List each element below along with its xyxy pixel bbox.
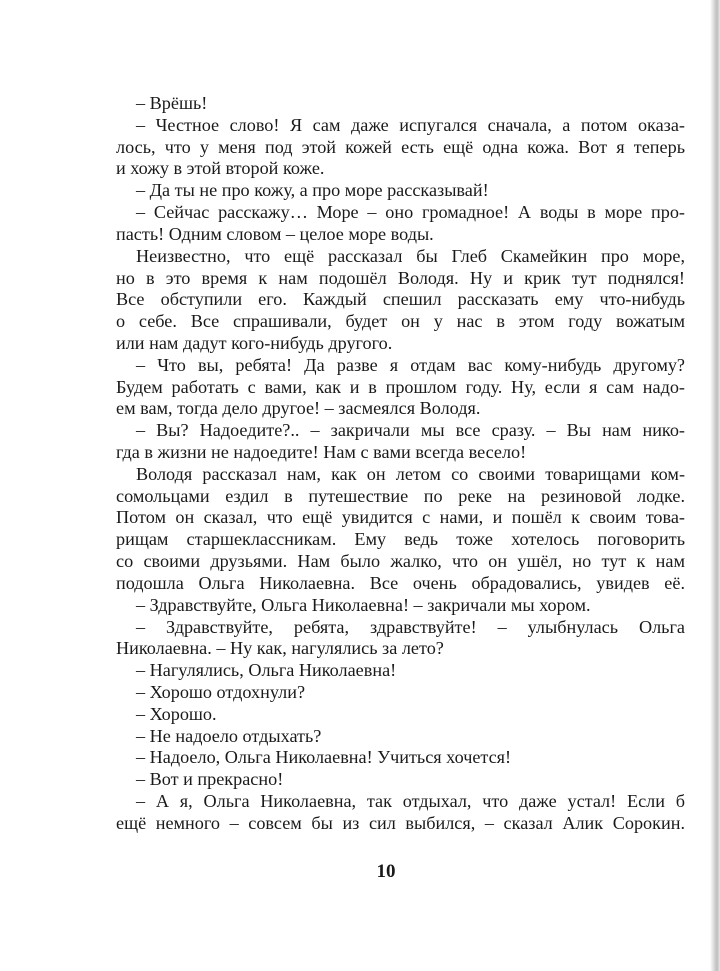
text-line: и хожу в этой второй коже. xyxy=(116,158,325,179)
page-edge-shadow xyxy=(710,0,720,971)
body-text xyxy=(116,93,685,835)
text-line: или нам дадут кого-нибудь другого. xyxy=(116,332,393,353)
text-line: – Честное слово! Я сам даже испугался сначала, а потом оказа- xyxy=(136,114,685,135)
text-line: Николаевна. – Ну как, нагулялись за лето? xyxy=(116,638,444,659)
text-line: – Что вы, ребята! Да разве я отдам вас кому-нибудь другому? xyxy=(136,354,685,375)
text-line: – Не надоело отдыхать? xyxy=(136,725,322,746)
text-line: – Вот и прекрасно! xyxy=(136,769,284,790)
text-line: Неизвестно, что ещё рассказал бы Глеб Скамейкин про море, xyxy=(136,245,685,266)
page-number: 10 xyxy=(376,861,396,882)
text-line: Все обступили его. Каждый спешил рассказать ему что-нибудь xyxy=(116,289,685,310)
text-line: ещё немного – совсем бы из сил выбился, – сказал Алик Сорокин. xyxy=(116,812,685,833)
text-line: Володя рассказал нам, как он летом со своими товарищами ком- xyxy=(136,463,685,484)
text-line: подошла Ольга Николаевна. Все очень обрадовались, увидев её. xyxy=(116,572,685,593)
text-line: – Сейчас расскажу… Море – оно громадное! А воды в море про- xyxy=(136,202,685,223)
text-line: сомольцами ездил в путешествие по реке на резиновой лодке. xyxy=(116,485,685,506)
text-line: рищам старшеклассникам. Ему ведь тоже хотелось поговорить xyxy=(116,529,685,550)
text-line: Потом он сказал, что ещё увидится с нами, и пошёл к своим това- xyxy=(116,507,685,528)
text-line: – Хорошо. xyxy=(136,703,217,724)
text-line: – Хорошо отдохнули? xyxy=(136,681,306,702)
text-line: – Здравствуйте, ребята, здравствуйте! – улыбнулась Ольга xyxy=(136,616,685,637)
text-line: – Да ты не про кожу, а про море рассказывай! xyxy=(136,180,489,201)
text-line: – Врёшь! xyxy=(136,93,208,113)
text-line: о себе. Все спрашивали, будет он у нас в этом году вожатым xyxy=(116,311,685,332)
text-line: – А я, Ольга Николаевна, так отдыхал, что даже устал! Если б xyxy=(136,791,685,811)
text-line: – Здравствуйте, Ольга Николаевна! – закричали мы хором. xyxy=(136,594,591,615)
text-line: – Надоело, Ольга Николаевна! Учиться хочется! xyxy=(136,747,512,768)
text-line: лось, что у меня под этой кожей есть ещё одна кожа. Вот я теперь xyxy=(116,136,685,157)
text-line: но в это время к нам подошёл Володя. Ну и крик тут поднялся! xyxy=(116,267,685,288)
text-line: со своими друзьями. Нам было жалко, что он ушёл, но тут к нам xyxy=(116,551,685,572)
text-line: ем вам, тогда дело другое! – засмеялся Володя. xyxy=(116,398,481,419)
text-line: Будем работать с вами, как и в прошлом году. Ну, если я сам надо- xyxy=(116,376,685,397)
text-line: – Вы? Надоедите?.. – закричали мы все сразу. – Вы нам нико- xyxy=(136,420,685,441)
text-line: гда в жизни не надоедите! Нам с вами всегда весело! xyxy=(116,442,527,462)
text-line: пасть! Одним словом – целое море воды. xyxy=(116,223,434,244)
text-line: – Нагулялись, Ольга Николаевна! xyxy=(136,660,397,681)
